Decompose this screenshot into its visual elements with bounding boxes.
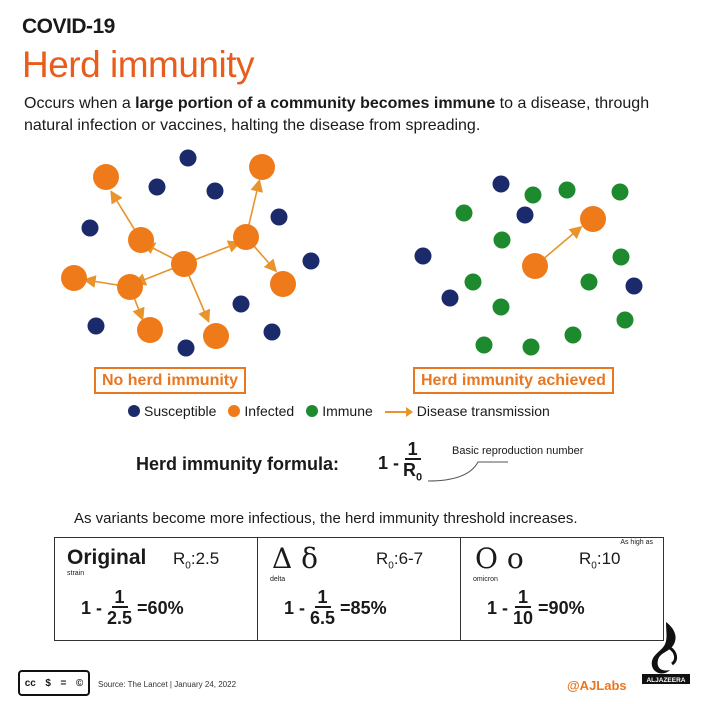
infected-dot [117,274,143,300]
immune-dot-icon [306,405,318,417]
strain-cell-omicron [461,538,663,640]
infected-dot [233,224,259,250]
strain-sub: omicron [473,576,498,583]
r0-note: Basic reproduction number [452,445,584,457]
immune-dot [494,232,511,249]
kicker: COVID-19 [22,15,115,38]
no-herd-label: No herd immunity [94,367,246,394]
immune-dot [525,187,542,204]
legend-susceptible: Susceptible [128,403,216,419]
threshold-calc: 1 - $\frac{1}{6.5}$ =85% [284,587,387,628]
infected-dot [249,154,275,180]
susceptible-dot [149,179,166,196]
intro-text: Occurs when a large portion of a community becomes immune to a disease, through natural infection or vaccines, halting the disease from spreading. [24,95,650,134]
susceptible-dot [180,150,197,167]
immune-dot [581,274,598,291]
cc-icon: cc [24,677,36,689]
variants-text: As variants become more infectious, the herd immunity threshold increases. [74,510,578,527]
infected-dot [270,271,296,297]
immune-dot [456,205,473,222]
formula-expression: 1 - $\frac{1}{R_0}$ [378,439,423,484]
transmission-arrows-left [86,182,580,320]
infected-dot [171,251,197,277]
strain-cell-delta [258,538,461,640]
strain-table [54,537,664,641]
as-high-as-note: As high as [620,539,653,546]
susceptible-dot [88,318,105,335]
immune-dot [493,299,510,316]
formula-label: Herd immunity formula: [136,454,340,474]
infected-dot [93,164,119,190]
susceptible-dot [264,324,281,341]
immune-dot [559,182,576,199]
immune-dot [523,339,540,356]
page-title: Herd immunity [22,44,254,85]
strain-sub: delta [270,576,286,583]
r0-value: $R_0:10$ [579,549,621,572]
logo-text: ALJAZEERA [646,677,686,684]
strain-sub: strain [67,570,85,577]
immune-dot [476,337,493,354]
infected-dot [580,206,606,232]
infected-dot [128,227,154,253]
source-text: Source: The Lancet | January 24, 2022 [98,680,237,689]
omicron-symbol: Ο ο [475,542,524,575]
noncommercial-icon: $ [45,677,51,689]
r0-value: $R_0:2.5$ [173,549,220,572]
susceptible-dot [517,207,534,224]
legend-infected: Infected [228,403,294,419]
infected-dot [522,253,548,279]
ajlabs-handle: @AJLabs [567,678,627,693]
delta-symbol: Δ δ [272,542,318,575]
susceptible-dot [178,340,195,357]
infected-dot-icon [228,405,240,417]
aljazeera-logo-icon [640,618,692,686]
susceptible-dot [303,253,320,270]
herd-achieved-label: Herd immunity achieved [413,367,614,394]
susceptible-dot [233,296,250,313]
susceptible-dot [442,290,459,307]
susceptible-dot [626,278,643,295]
immune-dot [465,274,482,291]
threshold-calc: 1 - $\frac{1}{10}$ =90% [487,587,585,628]
noderivs-icon: = [60,677,67,689]
immune-dot [612,184,629,201]
susceptible-dot [493,176,510,193]
creative-commons-badge [18,670,90,696]
susceptible-dot [207,183,224,200]
strain-cell-original [55,538,258,640]
susceptible-dot [82,220,99,237]
legend-transmission: Disease transmission [385,403,550,419]
immune-dot [617,312,634,329]
formula-note-connector [428,456,508,486]
susceptible-dot [415,248,432,265]
legend [128,403,554,419]
copyright-icon: © [75,677,84,689]
threshold-calc: 1 - $\frac{1}{2.5}$ =60% [81,587,184,628]
immune-dot [613,249,630,266]
transmission-arrow-icon [385,411,411,413]
legend-immune: Immune [306,403,373,419]
immune-dot [565,327,582,344]
infected-dot [137,317,163,343]
strain-name: Original [67,546,147,569]
infected-dot [61,265,87,291]
infected-dot [203,323,229,349]
population-dots [61,150,643,357]
r0-value: $R_0:6-7$ [376,549,424,572]
susceptible-dot-icon [128,405,140,417]
susceptible-dot [271,209,288,226]
